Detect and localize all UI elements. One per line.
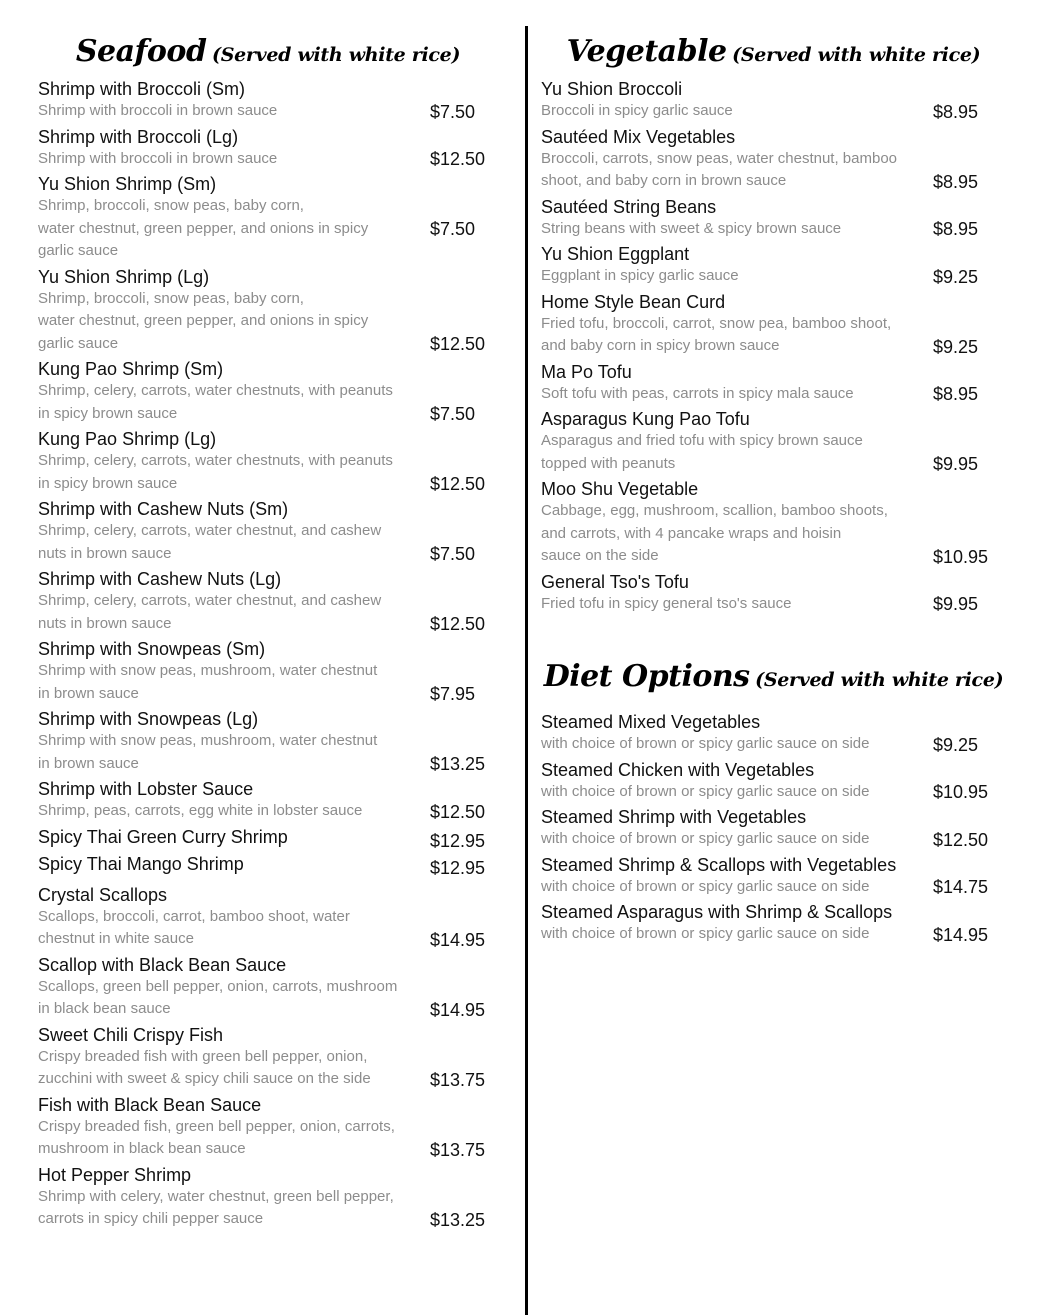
menu-item [38, 79, 498, 123]
item-price: $13.75 [430, 1069, 486, 1090]
item-description: Broccoli in spicy garlic sauce [541, 102, 733, 119]
item-price: $7.50 [430, 218, 476, 239]
item-price: $12.50 [430, 614, 486, 634]
item-price: $12.50 [933, 829, 989, 850]
menu-item [38, 639, 498, 705]
item-price: $8.95 [933, 384, 979, 404]
item-price: $8.95 [933, 219, 979, 239]
item-price: $9.95 [933, 454, 979, 474]
item-description: nuts in brown sauce [38, 544, 172, 562]
menu-item [541, 197, 1006, 241]
menu-item [541, 409, 1006, 475]
menu-item [38, 267, 498, 356]
item-name: Sautéed Mix Vegetables [541, 126, 736, 147]
item-name: Steamed Mixed Vegetables [541, 712, 761, 732]
item-description: Shrimp with broccoli in brown sauce [38, 102, 278, 119]
item-name: Moo Shu Vegetable [541, 479, 699, 499]
item-description: with choice of brown or spicy garlic sauce on side [541, 735, 870, 752]
item-name: Sweet Chili Crispy Fish [38, 1024, 224, 1045]
item-description: in spicy brown sauce [38, 474, 178, 492]
seafood-title: Seafood [75, 34, 207, 69]
vegetable-subtitle: (Served with white rice) [732, 44, 981, 66]
vegetable-column [541, 0, 1006, 946]
item-price: $12.95 [430, 830, 486, 851]
menu-item [541, 902, 1006, 946]
vegetable-heading [541, 30, 1006, 74]
menu-item [38, 429, 498, 495]
menu-item [541, 79, 1006, 123]
item-name: General Tso's Tofu [541, 571, 689, 592]
item-description: water chestnut, green pepper, and onions in spicy [38, 312, 369, 329]
item-description: Shrimp, celery, carrots, water chestnuts, with peanuts [38, 382, 393, 399]
item-name: Shrimp with Snowpeas (Lg) [38, 709, 259, 729]
menu-item [541, 572, 1006, 616]
menu-item [541, 479, 1006, 568]
item-description: Shrimp, broccoli, snow peas, baby corn, [38, 289, 304, 307]
menu-item [541, 244, 1006, 288]
item-price: $14.75 [933, 877, 989, 897]
item-price: $9.25 [933, 734, 979, 755]
item-price: $13.25 [430, 1209, 486, 1230]
menu-item [38, 709, 498, 775]
item-description: zucchini with sweet & spicy chili sauce on the side [38, 1070, 371, 1087]
item-price: $12.95 [430, 857, 486, 878]
item-description: Shrimp with snow peas, mushroom, water chestnut [38, 662, 378, 679]
menu-item [38, 955, 498, 1021]
menu-item [38, 1095, 498, 1161]
item-name: Crystal Scallops [38, 884, 168, 905]
item-price: $14.95 [430, 999, 486, 1020]
item-description: Asparagus and fried tofu with spicy brown sauce [541, 432, 863, 449]
item-price: $12.50 [430, 149, 486, 169]
item-name: Shrimp with Broccoli (Lg) [38, 126, 239, 147]
item-description: with choice of brown or spicy garlic sauce on side [541, 925, 870, 942]
item-name: Kung Pao Shrimp (Sm) [38, 359, 224, 379]
item-description: Fried tofu, broccoli, carrot, snow pea, bamboo shoot, [541, 314, 892, 332]
item-name: Fish with Black Bean Sauce [38, 1094, 262, 1115]
item-price: $7.50 [430, 101, 476, 122]
item-price: $9.25 [933, 336, 979, 357]
diet-title: Diet Options [543, 659, 750, 694]
item-name: Shrimp with Cashew Nuts (Lg) [38, 569, 282, 589]
menu-item [38, 359, 498, 425]
item-price: $10.95 [933, 782, 989, 802]
item-description: in brown sauce [38, 754, 139, 772]
item-description: garlic sauce [38, 242, 119, 259]
item-name: Yu Shion Shrimp (Sm) [38, 174, 217, 194]
item-description: with choice of brown or spicy garlic sauce on side [541, 830, 870, 847]
item-description: carrots in spicy chili pepper sauce [38, 1210, 264, 1227]
item-name: Spicy Thai Green Curry Shrimp [38, 826, 288, 847]
item-description: Cabbage, egg, mushroom, scallion, bamboo shoots, [541, 502, 888, 519]
item-description: in brown sauce [38, 684, 139, 702]
item-description: Crispy breaded fish with green bell pepper, onion, [38, 1047, 368, 1065]
item-name: Yu Shion Eggplant [541, 244, 690, 264]
vegetable-title: Vegetable [566, 34, 727, 69]
menu-item [38, 1025, 498, 1091]
item-description: Shrimp, celery, carrots, water chestnut, and cashew [38, 522, 382, 539]
item-name: Hot Pepper Shrimp [38, 1164, 192, 1185]
item-description: Broccoli, carrots, snow peas, water chestnut, bamboo [541, 149, 898, 167]
item-name: Kung Pao Shrimp (Lg) [38, 429, 217, 449]
item-name: Scallop with Black Bean Sauce [38, 954, 287, 975]
item-name: Spicy Thai Mango Shrimp [38, 853, 244, 874]
item-description: Crispy breaded fish, green bell pepper, onion, carrots, [38, 1117, 395, 1135]
item-price: $13.75 [430, 1139, 486, 1160]
item-name: Shrimp with Snowpeas (Sm) [38, 639, 266, 659]
menu-item [38, 854, 498, 881]
menu-item [38, 827, 498, 854]
seafood-column [38, 0, 498, 1231]
item-price: $12.50 [430, 334, 486, 354]
item-description: with choice of brown or spicy garlic sauce on side [541, 877, 870, 895]
item-description: shoot, and baby corn in brown sauce [541, 172, 787, 189]
item-name: Yu Shion Broccoli [541, 79, 683, 99]
item-name: Yu Shion Shrimp (Lg) [38, 266, 210, 287]
item-price: $8.95 [933, 171, 979, 192]
item-description: nuts in brown sauce [38, 614, 172, 632]
item-description: Scallops, broccoli, carrot, bamboo shoot, water [38, 907, 350, 925]
item-price: $9.25 [933, 266, 979, 287]
menu-item [38, 499, 498, 565]
item-description: Eggplant in spicy garlic sauce [541, 267, 739, 284]
item-description: and carrots, with 4 pancake wraps and hoisin [541, 524, 842, 542]
item-description: topped with peanuts [541, 454, 676, 472]
item-price: $12.50 [430, 474, 486, 494]
menu-item [38, 127, 498, 171]
item-description: and baby corn in spicy brown sauce [541, 337, 780, 354]
item-price: $7.50 [430, 404, 476, 424]
item-price: $9.95 [933, 594, 979, 614]
item-description: Shrimp, celery, carrots, water chestnuts, with peanuts [38, 452, 393, 469]
item-name: Shrimp with Broccoli (Sm) [38, 79, 246, 99]
menu-item [38, 174, 498, 263]
menu-item [38, 569, 498, 635]
menu-item [38, 885, 498, 951]
menu-item [541, 292, 1006, 358]
item-name: Ma Po Tofu [541, 361, 632, 382]
item-price: $7.95 [430, 684, 476, 704]
item-description: Shrimp with celery, water chestnut, green bell pepper, [38, 1187, 394, 1205]
menu-item [38, 1165, 498, 1231]
item-description: Shrimp with snow peas, mushroom, water chestnut [38, 732, 378, 749]
item-name: Home Style Bean Curd [541, 291, 726, 312]
item-price: $14.95 [933, 924, 989, 945]
item-description: Fried tofu in spicy general tso's sauce [541, 594, 792, 612]
item-name: Asparagus Kung Pao Tofu [541, 409, 750, 429]
item-price: $7.50 [430, 544, 476, 564]
item-description: chestnut in white sauce [38, 930, 194, 947]
menu-item [38, 779, 498, 823]
menu-item [541, 760, 1006, 804]
item-description: garlic sauce [38, 334, 119, 352]
menu-item [541, 807, 1006, 851]
item-description: mushroom in black bean sauce [38, 1140, 246, 1157]
column-divider [525, 26, 528, 1315]
item-description: Shrimp, broccoli, snow peas, baby corn, [38, 197, 304, 214]
item-name: Steamed Shrimp & Scallops with Vegetables [541, 854, 897, 875]
item-description: with choice of brown or spicy garlic sauce on side [541, 782, 870, 800]
item-price: $8.95 [933, 101, 979, 122]
item-description: Scallops, green bell pepper, onion, carrots, mushroom [38, 977, 398, 995]
item-price: $13.25 [430, 754, 486, 774]
item-description: Shrimp with broccoli in brown sauce [38, 149, 278, 167]
item-description: Soft tofu with peas, carrots in spicy mala sauce [541, 384, 854, 402]
menu-item [541, 362, 1006, 406]
item-description: water chestnut, green pepper, and onions in spicy [38, 219, 369, 237]
item-description: sauce on the side [541, 547, 659, 564]
item-name: Steamed Asparagus with Shrimp & Scallops [541, 902, 893, 922]
item-price: $10.95 [933, 546, 989, 567]
item-name: Shrimp with Lobster Sauce [38, 779, 254, 799]
item-description: String beans with sweet & spicy brown sauce [541, 219, 842, 237]
item-description: Shrimp, peas, carrots, egg white in lobster sauce [38, 802, 363, 819]
item-description: Shrimp, celery, carrots, water chestnut, and cashew [38, 592, 382, 609]
menu-item [541, 712, 1006, 756]
seafood-heading [38, 30, 498, 74]
item-description: in spicy brown sauce [38, 404, 178, 422]
item-name: Steamed Shrimp with Vegetables [541, 807, 807, 827]
item-name: Sautéed String Beans [541, 196, 717, 217]
item-price: $14.95 [430, 929, 486, 950]
menu-item [541, 127, 1006, 193]
item-name: Shrimp with Cashew Nuts (Sm) [38, 499, 289, 519]
item-price: $12.50 [430, 801, 486, 822]
menu-item [541, 855, 1006, 899]
diet-heading [541, 655, 1006, 699]
diet-subtitle: (Served with white rice) [755, 669, 1004, 691]
item-name: Steamed Chicken with Vegetables [541, 759, 815, 780]
item-description: in black bean sauce [38, 1000, 171, 1017]
seafood-subtitle: (Served with white rice) [212, 44, 461, 66]
